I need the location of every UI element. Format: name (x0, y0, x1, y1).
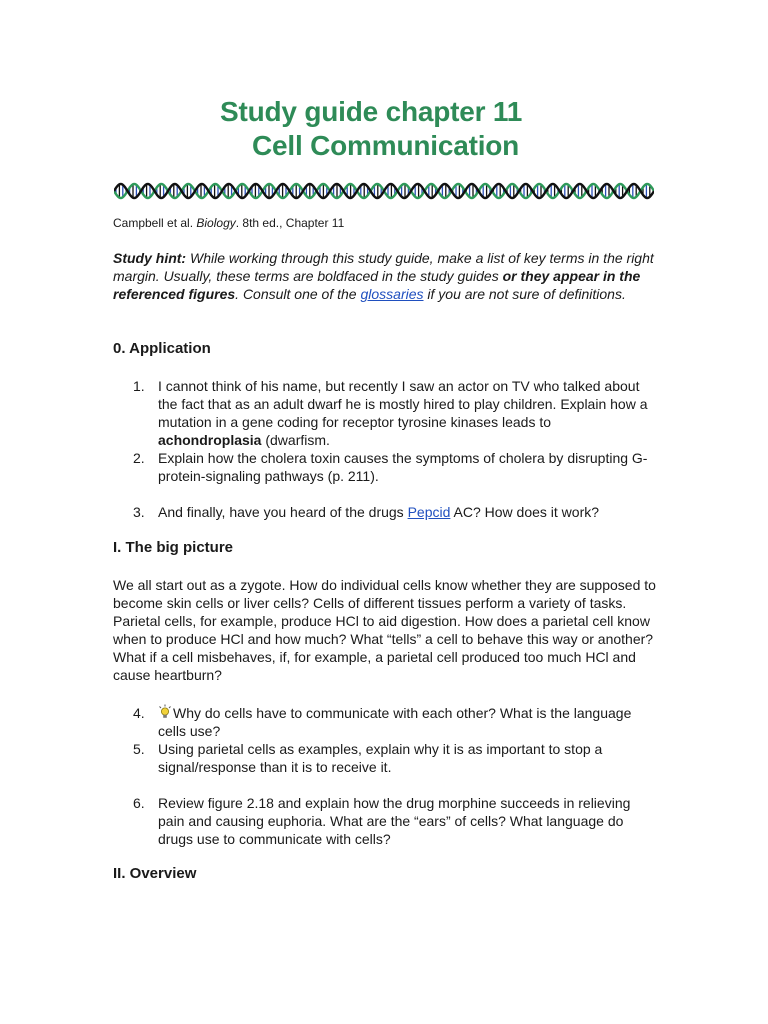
question-4 (133, 704, 653, 740)
question-number: 3. (133, 504, 145, 520)
dna-helix-icon (114, 180, 654, 202)
question-6 (133, 794, 653, 848)
question-number: 6. (133, 795, 145, 811)
question-text-end: AC? How does it work? (450, 504, 600, 520)
question-text: Using parietal cells as examples, explain why it is as important to stop a signal/response than it is to receive it. (158, 741, 603, 775)
question-text: Review figure 2.18 and explain how the drug morphine succeeds in relieving pain and causing euphoria. What are the “ears” of cells? What language do drugs use to communicate with cells? (158, 795, 631, 847)
study-hint-text-2: . Consult one of the (235, 286, 361, 302)
glossaries-link[interactable]: glossaries (360, 286, 424, 302)
study-hint (113, 249, 658, 303)
study-hint-emphasis: or they appear in the referenced figures (113, 268, 641, 302)
question-number: 2. (133, 450, 145, 466)
study-hint-text: While working through this study guide, make a list of key terms in the right margin. Usually, these terms are boldfaced in the study guides (113, 250, 654, 284)
question-text: Why do cells have to communicate with each other? What is the language cells use? (158, 705, 632, 739)
section-heading-overview: II. Overview (113, 865, 197, 882)
study-hint-label: Study hint: (113, 250, 187, 266)
question-text: I cannot think of his name, but recently I saw an actor on TV who talked about the fact that as an adult dwarf he is mostly hired to play children. Explain how a mutation in a gene coding for receptor tyrosine kinases leads to (158, 378, 648, 430)
question-5 (133, 740, 653, 776)
question-1 (133, 377, 653, 449)
question-number: 1. (133, 378, 145, 394)
pepcid-link[interactable]: Pepcid (407, 504, 451, 520)
section-heading-big-picture: I. The big picture (113, 539, 234, 556)
section-heading-application: 0. Application (113, 340, 211, 357)
study-hint-text-3: if you are not sure of definitions. (423, 286, 626, 302)
question-number: 5. (133, 741, 145, 757)
citation (113, 216, 344, 230)
question-text-end: (dwarfism. (261, 432, 330, 448)
question-text: And finally, have you heard of the drugs (158, 504, 408, 520)
question-2 (133, 449, 653, 485)
page-title: Study guide chapter 11 (220, 96, 523, 127)
question-3 (133, 503, 653, 521)
question-number: 4. (133, 705, 145, 721)
citation-authors: Campbell et al. (113, 216, 194, 230)
key-term: achondroplasia (158, 432, 262, 448)
big-picture-paragraph: We all start out as a zygote. How do individual cells know whether they are supposed to become skin cells or liver cells? Cells of different tissues perform a variety of tasks. Parietal cells, for example, produce HCl to aid digestion. How does a parietal cell know when to produce HCl and how much? What “tells” a cell to behave this way or another? What if a cell misbehaves, if, for example, a parietal cell produced too much HCl and cause heartburn? (113, 577, 656, 683)
citation-book: Biology (196, 216, 236, 230)
question-text: Explain how the cholera toxin causes the symptoms of cholera by disrupting G-protein-signaling pathways (p. 211). (158, 450, 648, 484)
page-subtitle: Cell Communication (252, 130, 520, 161)
lightbulb-icon (158, 704, 172, 720)
citation-edition: . 8th ed., Chapter 11 (235, 216, 345, 230)
